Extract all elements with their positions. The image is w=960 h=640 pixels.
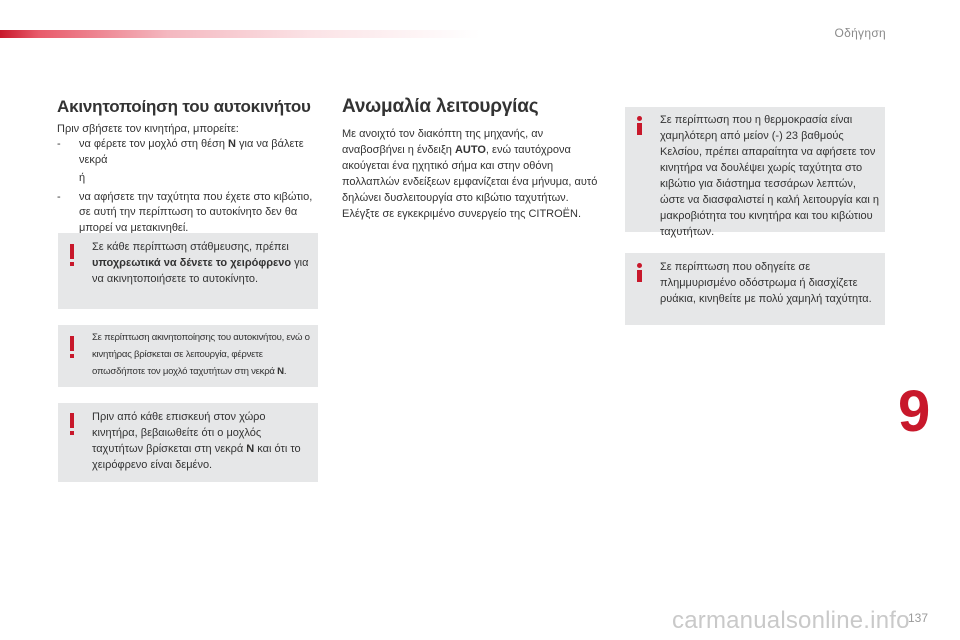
warning-exclamation-icon — [70, 244, 76, 266]
info-box-low-temperature — [625, 107, 885, 238]
warning-exclamation-icon — [70, 413, 76, 435]
list-or: ή — [79, 172, 86, 184]
malfunction-text: Με ανοιχτό τον διακόπτη της μηχανής, αν αναβοσβήνει η ένδειξη AUTO, ενώ ταυτόχρονα ακούγεται ένα ηχητικό σήμα και στην οθόνη πολλαπλών ενδείξεων εμφανίζεται ένα μήνυμα, αυτό δηλώνει δυσλειτουργία στο κιβώτιο ταχυτήτων. Ελέγξτε σε εγκεκριμένο συνεργείο της CITROËN. — [342, 128, 598, 220]
warning-text: Πριν από κάθε επισκευή στον χώρο κινητήρα, βεβαιωθείτε ότι ο μοχλός ταχυτήτων βρίσκεται στη νεκρά N και ότι το χειρόφρενο είναι δεμένο. — [92, 411, 301, 471]
info-text: Σε περίπτωση που οδηγείτε σε πλημμυρισμένο οδόστρωμα ή διασχίζετε ρυάκια, κινηθείτε με πολύ χαμηλή ταχύτητα. — [660, 261, 872, 305]
warning-box-engine-running — [58, 325, 318, 387]
info-icon — [634, 263, 644, 283]
warning-text: Σε κάθε περίπτωση στάθμευσης, πρέπει υποχρεωτικά να δένετε το χειρόφρενο για να ακινητοποιήσετε το αυτοκίνητο. — [92, 241, 309, 285]
section-title: Οδήγηση — [834, 26, 886, 40]
watermark-text: carmanualsonline.info — [672, 607, 910, 634]
list-item: - να αφήσετε την ταχύτητα που έχετε στο κιβώτιο, σε αυτή την περίπτωση το αυτοκίνητο δεν θα μπορεί να μετακινηθεί. — [57, 190, 313, 234]
warning-box-engine-repair — [58, 403, 318, 482]
warning-exclamation-icon — [70, 336, 76, 358]
malfunction-dealer-note: Ελέγξτε σε εγκεκριμένο συνεργείο της CITROËN. — [342, 208, 582, 220]
page-number: 137 — [908, 611, 929, 625]
list-item: - να φέρετε τον μοχλό στη θέση N για να βάλετε νεκρά — [57, 138, 304, 166]
header-accent-bar — [0, 30, 480, 38]
info-text: Σε περίπτωση που η θερμοκρασία είναι χαμηλότερη από μείον (-) 23 βαθμούς Κελσίου, πρέπει απαραίτητα να αφήσετε τον κινητήρα να δουλέψει χωρίς ταχύτητα στο κιβώτιο για διάστημα τεσσάρων λεπτών, ώστε να διασφαλιστεί η καλή λειτουργία και η μακροβιότητα του κινητήρα και του κιβώτιου ταχυτήτων. — [660, 114, 879, 238]
warning-text: Σε περίπτωση ακινητοποίησης του αυτοκινήτου, ενώ ο κινητήρας βρίσκεται σε λειτουργία, φέρνετε οπωσδήποτε τον μοχλό ταχυτήτων στη νεκρά N. — [92, 332, 310, 377]
chapter-number: 9 — [898, 379, 931, 444]
malfunction-title: Ανωμαλία λειτουργίας — [342, 96, 539, 117]
info-icon — [634, 116, 644, 136]
immobilisation-intro: Πριν σβήσετε τον κινητήρα, μπορείτε: — [57, 123, 239, 135]
info-box-flooded-road — [625, 253, 885, 325]
warning-box-parking-brake — [58, 233, 318, 309]
immobilisation-title: Ακινητοποίηση του αυτοκινήτου — [57, 97, 311, 116]
immobilisation-options-list — [57, 137, 327, 236]
